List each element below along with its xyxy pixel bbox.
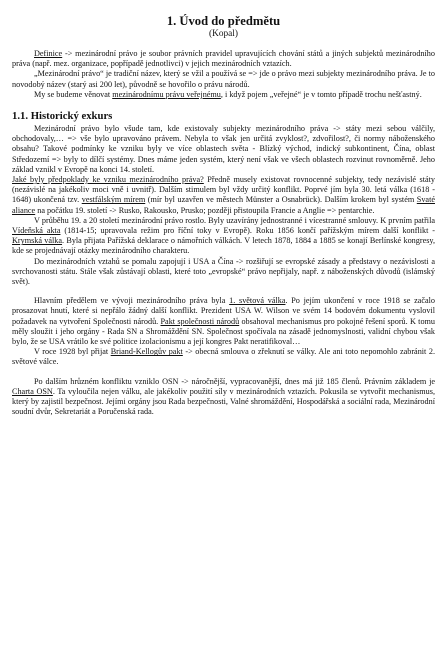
public-law-term: mezinárodnímu právu veřejnému bbox=[112, 89, 221, 99]
preconditions-question: Jaké byly předpoklady ke vzniku mezinárodního práva? bbox=[12, 175, 204, 185]
ww1-term: 1. světová válka bbox=[229, 296, 286, 306]
document-title: 1. Úvod do předmětu bbox=[166, 14, 281, 28]
history-paragraph-2: Jaké byly předpoklady ke vzniku mezinárodního práva? Předně musely existovat rovnocenné subjekty, tedy nezávislé státy (nezávislé na jakékoliv moci vně i uvnitř). Dalším stimulem byl vždy určitý konflikt. Poprvé jím byla 30. letá válka (1618 - 1648) ukončená tzv. vestfálským mírem (mír byl uzavřen ve městech Münster a Osnabrück). Dalším krokem byl systém Svaté aliance na počátku 19. století -> Rusko, Rakousko, Prusko; později přistoupila Francie a Anglie => pentarchie. bbox=[12, 175, 436, 215]
league-covenant-term: Pakt společnosti národů bbox=[160, 316, 240, 326]
history-paragraph-1: Mezinárodní právo bylo všude tam, kde existovaly subjekty mezinárodního práva -> státy mezi sebou válčily, obchodovaly,… => vše bylo upravováno právem. Nebyla to však jen určitá zvyklost?, zdvořilost?, či normy náboženského obsahu? Takové podmínky ke vzniku byly ve více oblastech světa - Blízký východ, indický subkontinent, Čína, oblast Středozemí => byly to dílčí systémy. Dnes máme jeden systém, který není však ve všech oblastech rozvinut rovnoměrně. Jeho základ vznikl v Evropě na konci 14. století. bbox=[12, 124, 435, 174]
definition-paragraph: Definice -> mezinárodní právo je soubor právních pravidel upravujících chování států a jiných subjektů mezinárodního práva (např. mez. organizace, popřípadě jednotlivci) v jejich mezinárodních vztazích. bbox=[12, 49, 435, 69]
author-line: (Kopal) bbox=[209, 29, 238, 39]
definition-term: Definice bbox=[34, 49, 63, 58]
history-paragraph-5: Hlavním předělem ve vývoji mezinárodního práva byla 1. světová válka. Po jejím ukončení v roce 1918 se začalo prosazovat hnutí, které si nepřálo žádný další konflikt. Prezident USA W. Wilson ve svém 14 bodovém dokumentu vyslovil požadavek na vytvoření Společnosti národů. Pakt společnosti národů obsahoval mechanismus pro pokojné řešení sporů. K tomu měly sloužit i jeho orgány - Rada SN a Shromáždění SN. Společnost spočívala na zásadě jednomyslnosti, validní chybou však bylo, že se USA vrátilo ke své politice izolacionismu a její kongres Pakt neratifikoval… bbox=[12, 296, 435, 347]
name-paragraph: „Mezinárodní právo“ je tradiční název, který se vžil a používá se => jde o právo mezi subjekty mezinárodního práva. Je to novodobý název (starý asi 200 let), původně se hovořilo o právu národů. bbox=[12, 69, 435, 89]
paragraph-gap bbox=[12, 287, 435, 296]
westphalia-term: vestfálským mírem bbox=[81, 195, 146, 205]
section-heading-history: 1.1. Historický exkurs bbox=[12, 110, 113, 123]
holy-alliance-term: Svaté aliance bbox=[12, 195, 435, 215]
paragraph-gap bbox=[12, 368, 435, 377]
vienna-acts-term: Vídeňská akta bbox=[12, 226, 61, 236]
history-paragraph-3: V průběhu 19. a 20 století mezinárodní právo rostlo. Byly uzavírány jednostranné i vícestranné smlouvy. K prvním patřila Vídeňská akta (1814-15; upravovala režim pro říční toky v Evropě). Roku 1856 končí pařížským mírem další konflikt - Krymská válka. Byla přijata Pařížská deklarace o námořních válkách. V letech 1878, 1884 a 1885 se konají Berlínské kongresy, kde se projednávají otázky mezinárodního charakteru. bbox=[12, 215, 436, 256]
un-charter-term: Charta OSN bbox=[12, 386, 53, 396]
history-paragraph-6: V roce 1928 byl přijat Briand-Kellogův pakt -> obecná smlouva o zřeknutí se války. Ale ani toto nepomohlo zabránit 2. světové válce. bbox=[12, 347, 436, 367]
history-paragraph-4: Do mezinárodních vztahů se pomalu zapojují i USA a Čína -> rozšiřují se evropské zásady a představy o nezávislosti a svrchovanosti státu. Stále však zůstávají oblasti, které toto „evropské“ právo nepřijaly, např. z náboženských důvodů (islámský svět). bbox=[12, 256, 435, 287]
history-paragraph-7: Po dalším hrůzném konfliktu vzniklo OSN -> náročnější, vypracovanější, dnes má již 185 členů. Právním základem je Charta OSN. Ta vyloučila nejen válku, ale jakékoliv použití síly v mezinárodních vztazích. Pokusila se vytvořit mechanismus, který by zajistil bezpečnost. Jejími orgány jsou Rada bezpečnosti, Valné shromáždění, Hospodářská a sociální rada, Mezinárodní soudní dvůr, Sekretariát a Poručenská rada. bbox=[12, 376, 435, 417]
scope-paragraph: My se budeme věnovat mezinárodnímu právu veřejnému, i když pojem „veřejné“ je v tomto případě trochu nešťastný. bbox=[34, 89, 422, 99]
crimean-war-term: Krymská válka bbox=[12, 236, 63, 246]
kellogg-pact-term: Briand-Kellogův pakt bbox=[110, 347, 183, 357]
